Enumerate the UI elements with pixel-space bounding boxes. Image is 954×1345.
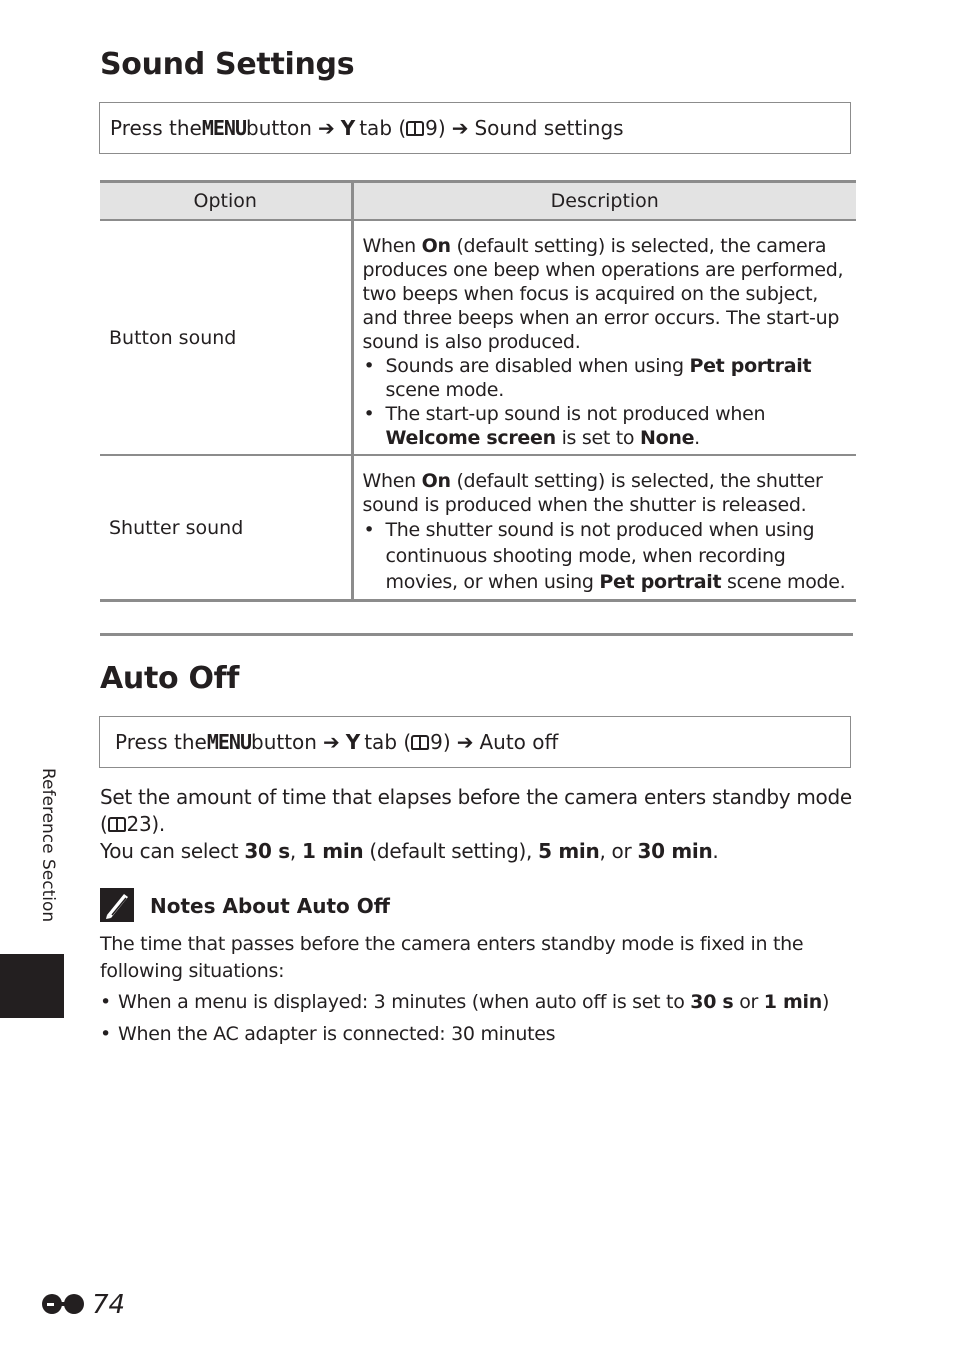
note-text: The time that passes before the camera enters standby mode is fixed in the following situations: [100,933,804,982]
book-icon [406,121,424,136]
table-header-row [100,182,856,221]
book-icon [108,817,126,832]
option-cell: Button sound [100,220,352,455]
arrow-right-icon: ➔ [317,116,335,140]
list-item: • Sounds are disabled when using Pet portrait scene mode. [363,354,847,402]
menu-path-button: button [251,730,317,754]
description-cell [352,455,856,601]
wrench-icon: Y [340,116,356,140]
table-row [100,455,856,601]
arrow-right-icon: ➔ [451,116,469,140]
list-item: • The start-up sound is not produced when Welcome screen is set to None. [363,402,847,450]
description-intro: When On (default setting) is selected, the shutter sound is produced when the shutter is released. [362,470,823,516]
menu-path-press: Press the [115,730,207,754]
description-intro: When On (default setting) is selected, the camera produces one beep when operations are performed, two beeps when focus is acquired on the subject, and three beeps when an error occurs. The start-up sound is also produced. [362,235,844,353]
arrow-right-icon: ➔ [456,730,474,754]
menu-path-page-ref: 9) [430,730,451,754]
menu-path-destination: Sound settings [474,116,624,140]
menu-button-label: MENU [206,730,251,754]
side-section-tab [0,954,64,1018]
table-row [100,220,856,455]
menu-path-tab: tab ( [364,730,412,754]
header-description: Description [352,182,856,221]
menu-path-destination: Auto off [479,730,559,754]
side-section-label: Reference Section [38,768,58,923]
section-title-sound-settings: Sound Settings [100,47,355,82]
note-list [100,986,829,1050]
book-icon [411,735,429,750]
sound-options-table [100,180,856,602]
arrow-right-icon: ➔ [322,730,340,754]
menu-path-page-ref: 9) [425,116,446,140]
menu-path-press: Press the [110,116,202,140]
menu-path-auto-off [99,716,851,768]
auto-off-description: Set the amount of time that elapses before the camera enters standby mode ( 23). You can select 30 s, 1 min (default setting), 5 min, or 30 min. [100,785,852,863]
list-item: • When the AC adapter is connected: 30 minutes [100,1018,829,1050]
section-title-auto-off: Auto Off [100,661,240,696]
list-item: • The shutter sound is not produced when using continuous shooting mode, when recording movies, or when using Pet portrait scene mode. [363,517,847,595]
menu-path-button: button [246,116,312,140]
menu-path-tab: tab ( [359,116,407,140]
page-number: 74 [42,1290,125,1320]
option-cell: Shutter sound [100,455,352,601]
wrench-icon: Y [345,730,361,754]
header-option: Option [100,182,352,221]
note-title: Notes About Auto Off [150,894,390,918]
description-cell [352,220,856,455]
note-pencil-icon [100,888,134,922]
menu-path-sound-settings [99,102,851,154]
menu-button-label: MENU [201,116,246,140]
reference-section-icon [42,1294,88,1316]
list-item: • When a menu is displayed: 3 minutes (when auto off is set to 30 s or 1 min) [100,986,829,1018]
section-divider [100,633,853,636]
